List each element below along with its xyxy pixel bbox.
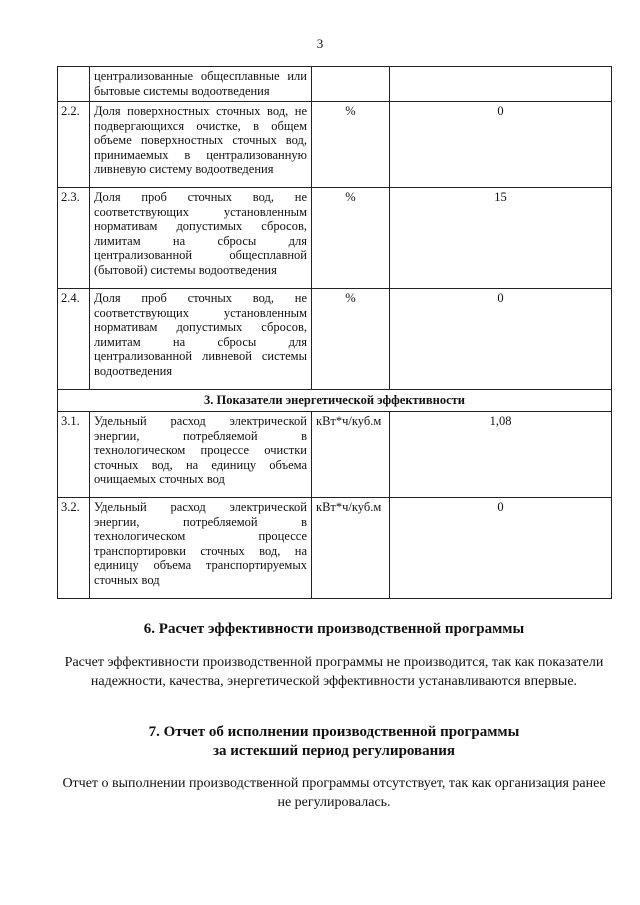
section-title: 3. Показатели энергетической эффективности xyxy=(58,390,612,412)
row-number: 2.3. xyxy=(58,188,90,289)
table-row xyxy=(58,67,612,102)
table-row xyxy=(58,412,612,498)
row-value xyxy=(390,67,612,102)
section-7-heading-line-1: 7. Отчет об исполнении производственной программы xyxy=(148,724,520,740)
row-description: Доля проб сточных вод, не соответствующих установленным нормативам допустимых сбросов, лимитам на сбросы для централизованной ливневой системы водоотведения xyxy=(90,289,312,390)
row-description: Удельный расход электрической энергии, потребляемой в технологическом процессе транспортировки сточных вод, на единицу объема транспортируемых сточных вод xyxy=(90,498,312,599)
row-unit: % xyxy=(312,188,390,289)
section-7-heading-line-2: за истекший период регулирования xyxy=(212,743,456,759)
section-7-text: Отчет о выполнении производственной программы отсутствует, так как организация ранее не регулировалась. xyxy=(62,776,606,810)
table-row xyxy=(58,498,612,599)
table-row xyxy=(58,289,612,390)
table-row xyxy=(58,188,612,289)
indicators-table xyxy=(57,66,612,599)
row-unit: кВт*ч/куб.м xyxy=(312,412,390,498)
row-unit xyxy=(312,67,390,102)
row-value: 0 xyxy=(390,102,612,188)
row-number: 3.2. xyxy=(58,498,90,599)
row-value: 0 xyxy=(390,498,612,599)
row-number: 2.2. xyxy=(58,102,90,188)
row-value: 0 xyxy=(390,289,612,390)
table-row xyxy=(58,102,612,188)
row-description: Доля проб сточных вод, не соответствующих установленным нормативам допустимых сбросов, лимитам на сбросы для централизованной общесплавной (бытовой) системы водоотведения xyxy=(90,188,312,289)
row-number: 2.4. xyxy=(58,289,90,390)
row-unit: % xyxy=(312,102,390,188)
row-description: Удельный расход электрической энергии, потребляемой в технологическом процессе очистки сточных вод, на единицу объема очищаемых сточных вод xyxy=(90,412,312,498)
section-row xyxy=(58,390,612,412)
row-description: централизованные общесплавные или бытовые системы водоотведения xyxy=(90,67,312,102)
row-unit: % xyxy=(312,289,390,390)
section-6-text: Расчет эффективности производственной программы не производится, так как показатели надежности, качества, энергетической эффективности устанавливаются впервые. xyxy=(64,655,604,689)
row-unit: кВт*ч/куб.м xyxy=(312,498,390,599)
section-6-heading: 6. Расчет эффективности производственной программы xyxy=(143,621,525,637)
section-7-heading xyxy=(57,723,611,761)
row-description: Доля поверхностных сточных вод, не подвергающихся очистке, в общем объеме поверхностных сточных вод, принимаемых в централизованную ливневую систему водоотведения xyxy=(90,102,312,188)
row-value: 15 xyxy=(390,188,612,289)
row-value: 1,08 xyxy=(390,412,612,498)
page-number: 3 xyxy=(316,36,324,51)
row-number: 3.1. xyxy=(58,412,90,498)
row-number xyxy=(58,67,90,102)
